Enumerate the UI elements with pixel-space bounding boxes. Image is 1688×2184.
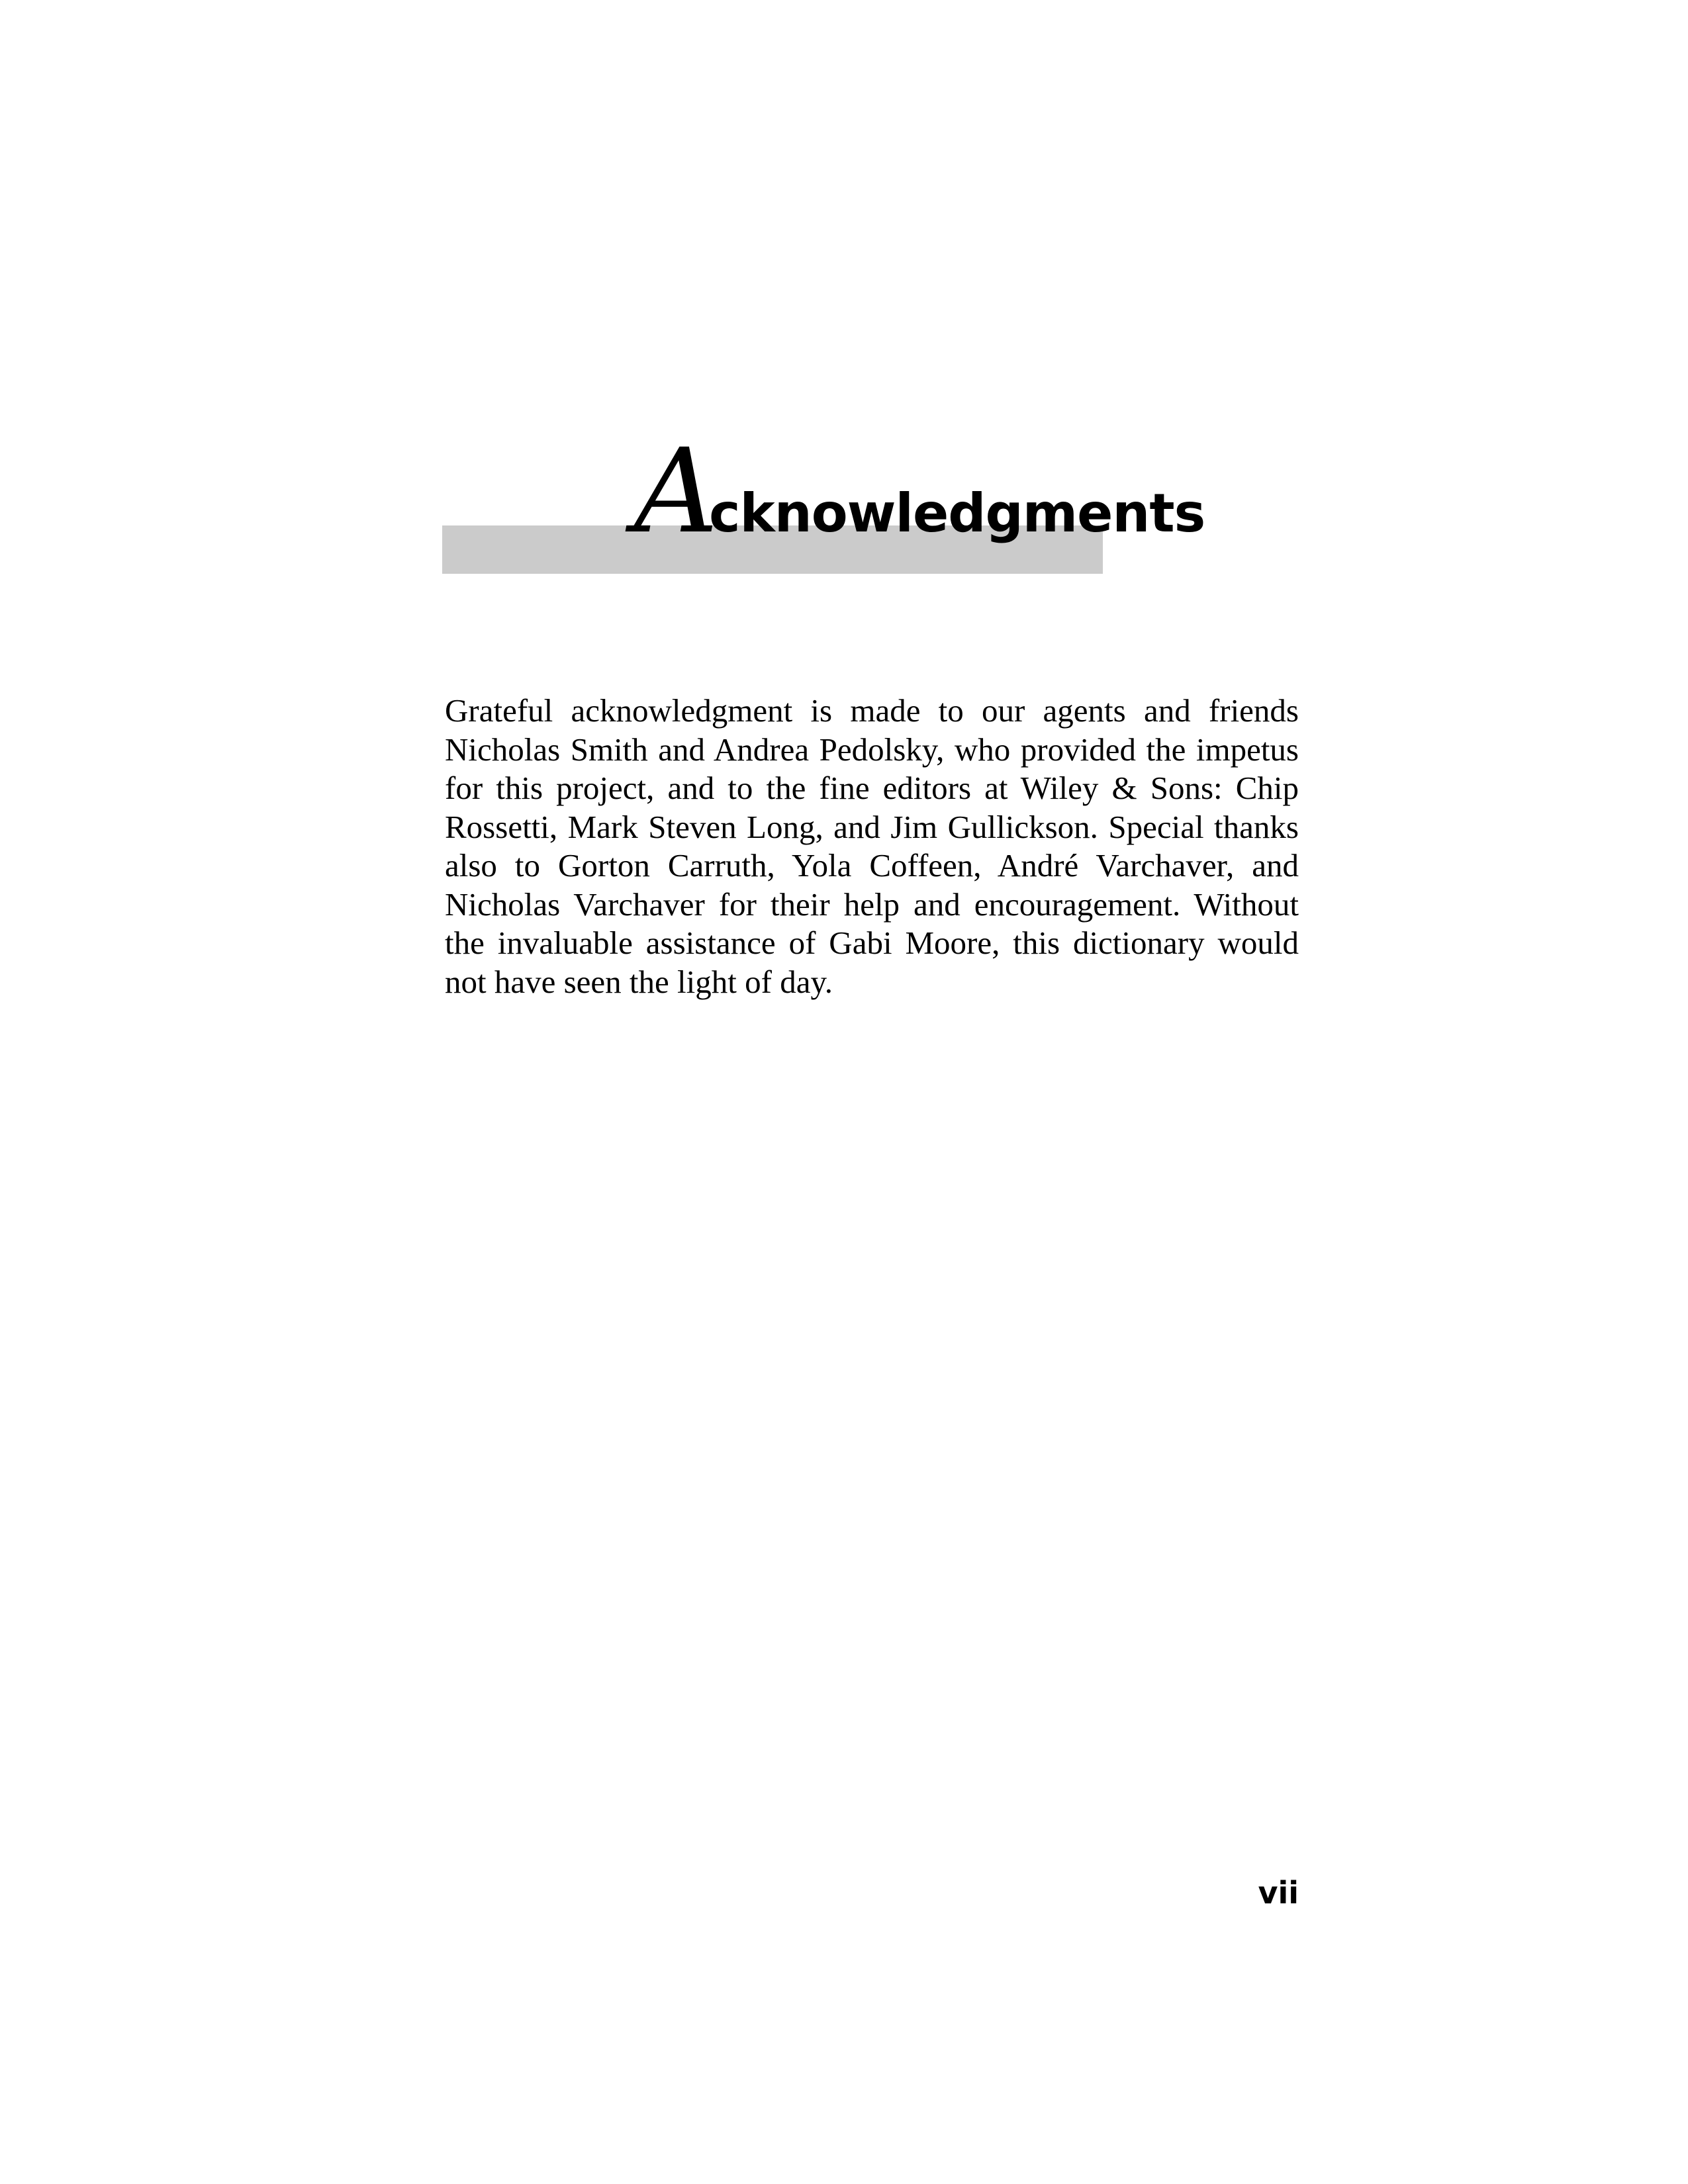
chapter-heading bbox=[442, 424, 1205, 576]
acknowledgment-paragraph: Grateful acknowledgment is made to our agents and friends Nicholas Smith and Andrea Pedolsky, who provided the impetus for this project, and to the fine editors at Wiley & Sons: Chip Rossetti, Mark Steven Long, and Jim Gullickson. Special thanks also to Gorton Carruth, Yola Coffeen, André Varchaver, and Nicholas Varchaver for their help and encouragement. Without the invaluable assistance of Gabi Moore, this dictionary would not have seen the light of day. bbox=[445, 692, 1299, 1000]
title-rest: cknowledgments bbox=[709, 482, 1205, 544]
page-title bbox=[634, 424, 1205, 559]
page-number: vii bbox=[1258, 1875, 1299, 1911]
title-initial: A bbox=[634, 424, 710, 559]
